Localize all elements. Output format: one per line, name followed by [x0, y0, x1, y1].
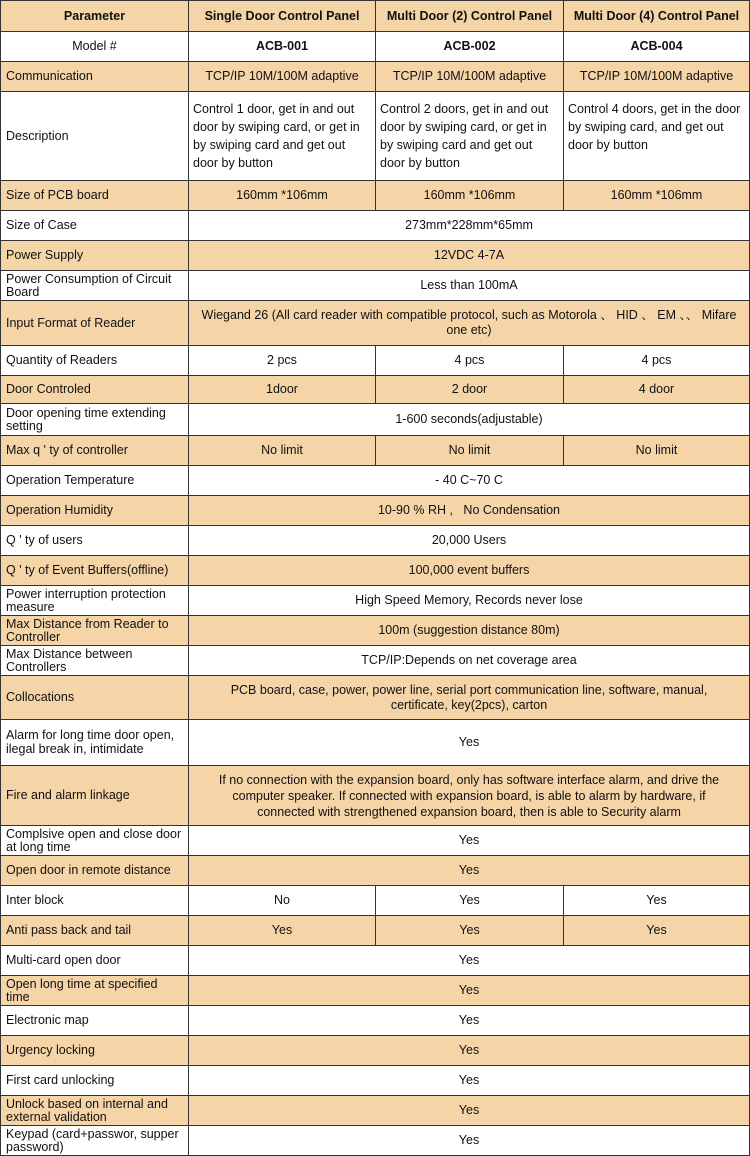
table-row-anti-pass — [1, 916, 750, 946]
cell-value: 160mm *106mm — [564, 181, 750, 211]
table-row-communication — [1, 62, 750, 92]
row-label: Operation Temperature — [1, 466, 189, 496]
cell-value: Control 2 doors, get in and out door by swiping card, or get in by swiping card and get out door by button — [376, 92, 564, 181]
table-row-event-buffers — [1, 556, 750, 586]
row-label: Urgency locking — [1, 1036, 189, 1066]
row-label: Max Distance between Controllers — [1, 646, 189, 676]
cell-value: 2 door — [376, 376, 564, 404]
cell-value: TCP/IP:Depends on net coverage area — [189, 646, 750, 676]
cell-value: PCB board, case, power, power line, serial port communication line, software, manual, certificate, key(2pcs), carton — [189, 676, 750, 720]
table-row-door-controlled — [1, 376, 750, 404]
cell-value: TCP/IP 10M/100M adaptive — [376, 62, 564, 92]
cell-value: Yes — [189, 856, 750, 886]
table-row-power-consumption — [1, 271, 750, 301]
table-row-pcb-size — [1, 181, 750, 211]
row-label: Keypad (card+passwor, supper password) — [1, 1126, 189, 1156]
cell-value: 4 pcs — [376, 346, 564, 376]
table-row-op-temp — [1, 466, 750, 496]
row-label: Input Format of Reader — [1, 301, 189, 346]
cell-value: High Speed Memory, Records never lose — [189, 586, 750, 616]
row-label: Model # — [1, 32, 189, 62]
row-label: Description — [1, 92, 189, 181]
cell-value: No limit — [189, 436, 376, 466]
cell-value: Yes — [189, 1126, 750, 1156]
cell-value: 100m (suggestion distance 80m) — [189, 616, 750, 646]
cell-value: Yes — [189, 1006, 750, 1036]
table-row-open-long-time — [1, 976, 750, 1006]
table-row-keypad — [1, 1126, 750, 1156]
table-row-users — [1, 526, 750, 556]
cell-value: No limit — [564, 436, 750, 466]
table-row-door-open-time — [1, 404, 750, 436]
header-parameter: Parameter — [1, 1, 189, 32]
row-label: Q ' ty of Event Buffers(offline) — [1, 556, 189, 586]
cell-value: 100,000 event buffers — [189, 556, 750, 586]
cell-value: Yes — [189, 720, 750, 766]
cell-value: Yes — [189, 826, 750, 856]
cell-value: 4 pcs — [564, 346, 750, 376]
table-row-description — [1, 92, 750, 181]
table-row-fire-alarm — [1, 766, 750, 826]
cell-value: TCP/IP 10M/100M adaptive — [189, 62, 376, 92]
row-label: First card unlocking — [1, 1066, 189, 1096]
cell-value: Control 4 doors, get in the door by swiping card, and get out door by button — [564, 92, 750, 181]
cell-value: No — [189, 886, 376, 916]
model-acb-002: ACB-002 — [376, 32, 564, 62]
table-row-max-distance-controllers — [1, 646, 750, 676]
cell-value: Yes — [189, 1036, 750, 1066]
row-label: Anti pass back and tail — [1, 916, 189, 946]
model-acb-001: ACB-001 — [189, 32, 376, 62]
header-multi-door-4: Multi Door (4) Control Panel — [564, 1, 750, 32]
row-label: Power Consumption of Circuit Board — [1, 271, 189, 301]
cell-value: Yes — [376, 886, 564, 916]
table-row-collocations — [1, 676, 750, 720]
row-label: Max q ' ty of controller — [1, 436, 189, 466]
table-row-op-humidity — [1, 496, 750, 526]
table-row-max-controllers — [1, 436, 750, 466]
row-label: Size of Case — [1, 211, 189, 241]
row-label: Max Distance from Reader to Controller — [1, 616, 189, 646]
cell-value: 2 pcs — [189, 346, 376, 376]
table-row-unlock-validation — [1, 1096, 750, 1126]
table-row-case-size — [1, 211, 750, 241]
cell-value: - 40 C~70 C — [189, 466, 750, 496]
cell-value: Less than 100mA — [189, 271, 750, 301]
table-row-multi-card — [1, 946, 750, 976]
cell-value: Yes — [564, 886, 750, 916]
cell-value: Yes — [189, 1096, 750, 1126]
row-label: Fire and alarm linkage — [1, 766, 189, 826]
table-row-power-protection — [1, 586, 750, 616]
cell-value: Yes — [564, 916, 750, 946]
cell-value: Control 1 door, get in and out door by swiping card, or get in by swiping card and get out door by button — [189, 92, 376, 181]
row-label: Complsive open and close door at long time — [1, 826, 189, 856]
row-label: Power Supply — [1, 241, 189, 271]
table-row-alarm-long-open — [1, 720, 750, 766]
row-label: Unlock based on internal and external validation — [1, 1096, 189, 1126]
cell-value: No limit — [376, 436, 564, 466]
cell-value: Yes — [189, 976, 750, 1006]
cell-value: 160mm *106mm — [376, 181, 564, 211]
row-label: Door Controled — [1, 376, 189, 404]
cell-value: 1door — [189, 376, 376, 404]
row-label: Alarm for long time door open, ilegal break in, intimidate — [1, 720, 189, 766]
cell-value: 4 door — [564, 376, 750, 404]
table-row-compulsive-open — [1, 826, 750, 856]
table-row-model — [1, 32, 750, 62]
row-label: Electronic map — [1, 1006, 189, 1036]
row-label: Open long time at specified time — [1, 976, 189, 1006]
row-label: Size of PCB board — [1, 181, 189, 211]
model-acb-004: ACB-004 — [564, 32, 750, 62]
row-label: Door opening time extending setting — [1, 404, 189, 436]
header-row — [1, 1, 750, 32]
row-label: Quantity of Readers — [1, 346, 189, 376]
table-row-urgency-lock — [1, 1036, 750, 1066]
cell-value: Wiegand 26 (All card reader with compatible protocol, such as Motorola 、 HID 、 EM 、、 Mifare one etc) — [189, 301, 750, 346]
row-label: Power interruption protection measure — [1, 586, 189, 616]
row-label: Open door in remote distance — [1, 856, 189, 886]
cell-value: 160mm *106mm — [189, 181, 376, 211]
header-multi-door-2: Multi Door (2) Control Panel — [376, 1, 564, 32]
cell-value: 1-600 seconds(adjustable) — [189, 404, 750, 436]
cell-value: Yes — [189, 1066, 750, 1096]
table-row-first-card — [1, 1066, 750, 1096]
row-label: Communication — [1, 62, 189, 92]
table-row-reader-qty — [1, 346, 750, 376]
cell-value: 10-90 % RH , No Condensation — [189, 496, 750, 526]
row-label: Operation Humidity — [1, 496, 189, 526]
row-label: Inter block — [1, 886, 189, 916]
cell-value: 12VDC 4-7A — [189, 241, 750, 271]
cell-value: Yes — [189, 946, 750, 976]
cell-value: Yes — [376, 916, 564, 946]
table-row-e-map — [1, 1006, 750, 1036]
header-single-door: Single Door Control Panel — [189, 1, 376, 32]
table-row-input-format — [1, 301, 750, 346]
cell-value: If no connection with the expansion board, only has software interface alarm, and drive the computer speaker. If connected with expansion board, is able to alarm by hardware, if connected with strengthened expansion board, then is able to Security alarm — [189, 766, 750, 826]
row-label: Q ' ty of users — [1, 526, 189, 556]
table-row-max-distance-reader — [1, 616, 750, 646]
cell-value: 20,000 Users — [189, 526, 750, 556]
cell-value: TCP/IP 10M/100M adaptive — [564, 62, 750, 92]
table-row-remote-open — [1, 856, 750, 886]
table-row-interlock — [1, 886, 750, 916]
row-label: Multi-card open door — [1, 946, 189, 976]
cell-value: Yes — [189, 916, 376, 946]
row-label: Collocations — [1, 676, 189, 720]
table-row-power-supply — [1, 241, 750, 271]
cell-value: 273mm*228mm*65mm — [189, 211, 750, 241]
